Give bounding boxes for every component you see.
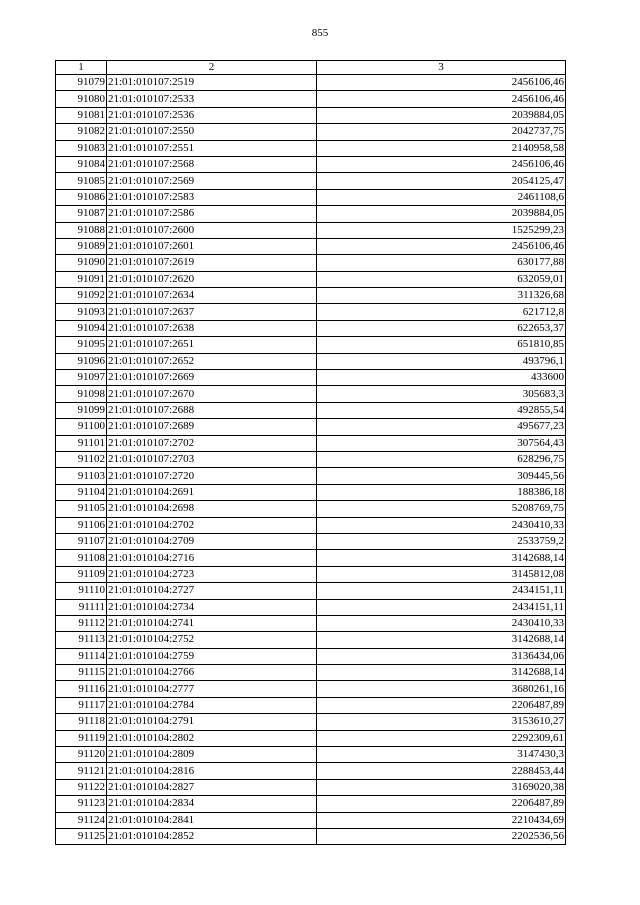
row-number: 91125 bbox=[56, 828, 107, 844]
row-number: 91079 bbox=[56, 75, 107, 91]
row-number: 91120 bbox=[56, 747, 107, 763]
cadastral-value: 5208769,75 bbox=[317, 501, 566, 517]
table-row bbox=[56, 222, 566, 238]
column-header-3: 3 bbox=[317, 61, 566, 75]
cadastral-number: 21:01:010104:2702 bbox=[107, 517, 317, 533]
table-row bbox=[56, 156, 566, 172]
table-row bbox=[56, 75, 566, 91]
cadastral-value: 3136434,06 bbox=[317, 648, 566, 664]
cadastral-number: 21:01:010107:2586 bbox=[107, 206, 317, 222]
table-row bbox=[56, 779, 566, 795]
table-row bbox=[56, 468, 566, 484]
row-number: 91090 bbox=[56, 255, 107, 271]
cadastral-number: 21:01:010107:2670 bbox=[107, 386, 317, 402]
table-row bbox=[56, 533, 566, 549]
cadastral-value: 622653,37 bbox=[317, 320, 566, 336]
cadastral-value: 2456106,46 bbox=[317, 156, 566, 172]
table-header-row bbox=[56, 61, 566, 75]
cadastral-value: 2140958,58 bbox=[317, 140, 566, 156]
row-number: 91117 bbox=[56, 697, 107, 713]
cadastral-number: 21:01:010107:2634 bbox=[107, 288, 317, 304]
cadastral-value: 3142688,14 bbox=[317, 665, 566, 681]
row-number: 91084 bbox=[56, 156, 107, 172]
cadastral-number: 21:01:010107:2569 bbox=[107, 173, 317, 189]
table-row bbox=[56, 189, 566, 205]
cadastral-value: 2456106,46 bbox=[317, 91, 566, 107]
table-row bbox=[56, 681, 566, 697]
table-row bbox=[56, 386, 566, 402]
cadastral-number: 21:01:010104:2698 bbox=[107, 501, 317, 517]
cadastral-value: 433600 bbox=[317, 370, 566, 386]
cadastral-number: 21:01:010107:2669 bbox=[107, 370, 317, 386]
table-row bbox=[56, 304, 566, 320]
cadastral-value: 305683,3 bbox=[317, 386, 566, 402]
row-number: 91103 bbox=[56, 468, 107, 484]
row-number: 91100 bbox=[56, 419, 107, 435]
cadastral-number: 21:01:010104:2827 bbox=[107, 779, 317, 795]
cadastral-value: 493796,1 bbox=[317, 353, 566, 369]
table-row bbox=[56, 435, 566, 451]
row-number: 91099 bbox=[56, 402, 107, 418]
cadastral-number: 21:01:010107:2601 bbox=[107, 238, 317, 254]
cadastral-number: 21:01:010104:2784 bbox=[107, 697, 317, 713]
cadastral-value: 311326,68 bbox=[317, 288, 566, 304]
row-number: 91119 bbox=[56, 730, 107, 746]
table-row bbox=[56, 288, 566, 304]
table-row bbox=[56, 419, 566, 435]
row-number: 91081 bbox=[56, 107, 107, 123]
cadastral-number: 21:01:010104:2723 bbox=[107, 566, 317, 582]
cadastral-value: 2210434,69 bbox=[317, 812, 566, 828]
row-number: 91109 bbox=[56, 566, 107, 582]
table-row bbox=[56, 697, 566, 713]
table-row bbox=[56, 615, 566, 631]
row-number: 91112 bbox=[56, 615, 107, 631]
cadastral-value: 2533759,2 bbox=[317, 533, 566, 549]
cadastral-number: 21:01:010104:2734 bbox=[107, 599, 317, 615]
cadastral-number: 21:01:010104:2816 bbox=[107, 763, 317, 779]
table-row bbox=[56, 566, 566, 582]
row-number: 91104 bbox=[56, 484, 107, 500]
table-row bbox=[56, 402, 566, 418]
cadastral-number: 21:01:010104:2727 bbox=[107, 583, 317, 599]
cadastral-value: 3142688,14 bbox=[317, 632, 566, 648]
table-row bbox=[56, 484, 566, 500]
table-row bbox=[56, 796, 566, 812]
table-row bbox=[56, 124, 566, 140]
cadastral-value: 2206487,89 bbox=[317, 796, 566, 812]
cadastral-number: 21:01:010104:2777 bbox=[107, 681, 317, 697]
cadastral-number: 21:01:010107:2519 bbox=[107, 75, 317, 91]
cadastral-value: 3147430,3 bbox=[317, 747, 566, 763]
row-number: 91114 bbox=[56, 648, 107, 664]
table-row bbox=[56, 271, 566, 287]
row-number: 91096 bbox=[56, 353, 107, 369]
cadastral-value: 651810,85 bbox=[317, 337, 566, 353]
cadastral-value: 2461108,6 bbox=[317, 189, 566, 205]
cadastral-number: 21:01:010104:2691 bbox=[107, 484, 317, 500]
cadastral-number: 21:01:010104:2852 bbox=[107, 828, 317, 844]
column-header-2: 2 bbox=[107, 61, 317, 75]
cadastral-value: 3680261,16 bbox=[317, 681, 566, 697]
table-row bbox=[56, 550, 566, 566]
cadastral-number: 21:01:010107:2689 bbox=[107, 419, 317, 435]
cadastral-number: 21:01:010107:2702 bbox=[107, 435, 317, 451]
cadastral-value: 2434151,11 bbox=[317, 599, 566, 615]
table-row bbox=[56, 517, 566, 533]
table-row bbox=[56, 107, 566, 123]
table-row bbox=[56, 747, 566, 763]
cadastral-number: 21:01:010107:2568 bbox=[107, 156, 317, 172]
cadastral-value: 2456106,46 bbox=[317, 238, 566, 254]
row-number: 91105 bbox=[56, 501, 107, 517]
cadastral-value: 495677,23 bbox=[317, 419, 566, 435]
cadastral-number: 21:01:010107:2720 bbox=[107, 468, 317, 484]
row-number: 91092 bbox=[56, 288, 107, 304]
row-number: 91115 bbox=[56, 665, 107, 681]
cadastral-value: 3169020,38 bbox=[317, 779, 566, 795]
cadastral-value: 2434151,11 bbox=[317, 583, 566, 599]
page-number: 855 bbox=[311, 27, 329, 39]
cadastral-value: 492855,54 bbox=[317, 402, 566, 418]
cadastral-number: 21:01:010107:2533 bbox=[107, 91, 317, 107]
row-number: 91116 bbox=[56, 681, 107, 697]
row-number: 91113 bbox=[56, 632, 107, 648]
cadastral-value: 2288453,44 bbox=[317, 763, 566, 779]
row-number: 91093 bbox=[56, 304, 107, 320]
cadastral-number: 21:01:010104:2741 bbox=[107, 615, 317, 631]
table-row bbox=[56, 583, 566, 599]
row-number: 91097 bbox=[56, 370, 107, 386]
row-number: 91098 bbox=[56, 386, 107, 402]
cadastral-number: 21:01:010104:2709 bbox=[107, 533, 317, 549]
table-row bbox=[56, 173, 566, 189]
cadastral-number: 21:01:010104:2766 bbox=[107, 665, 317, 681]
table-row bbox=[56, 320, 566, 336]
cadastral-number: 21:01:010107:2703 bbox=[107, 451, 317, 467]
cadastral-number: 21:01:010107:2620 bbox=[107, 271, 317, 287]
table-row bbox=[56, 140, 566, 156]
cadastral-number: 21:01:010107:2652 bbox=[107, 353, 317, 369]
cadastral-number: 21:01:010104:2752 bbox=[107, 632, 317, 648]
cadastral-value: 632059,01 bbox=[317, 271, 566, 287]
table-row bbox=[56, 451, 566, 467]
table-row bbox=[56, 337, 566, 353]
row-number: 91089 bbox=[56, 238, 107, 254]
row-number: 91088 bbox=[56, 222, 107, 238]
cadastral-number: 21:01:010104:2834 bbox=[107, 796, 317, 812]
row-number: 91121 bbox=[56, 763, 107, 779]
table-row bbox=[56, 238, 566, 254]
cadastral-value: 2430410,33 bbox=[317, 615, 566, 631]
row-number: 91094 bbox=[56, 320, 107, 336]
cadastral-value: 2292309,61 bbox=[317, 730, 566, 746]
cadastral-value: 307564,43 bbox=[317, 435, 566, 451]
cadastral-value: 630177,88 bbox=[317, 255, 566, 271]
table-row bbox=[56, 370, 566, 386]
table-row bbox=[56, 599, 566, 615]
cadastral-value: 2054125,47 bbox=[317, 173, 566, 189]
row-number: 91124 bbox=[56, 812, 107, 828]
cadastral-number: 21:01:010104:2809 bbox=[107, 747, 317, 763]
cadastral-value: 2042737,75 bbox=[317, 124, 566, 140]
cadastral-number: 21:01:010107:2550 bbox=[107, 124, 317, 140]
row-number: 91106 bbox=[56, 517, 107, 533]
cadastral-number: 21:01:010107:2551 bbox=[107, 140, 317, 156]
cadastral-number: 21:01:010107:2637 bbox=[107, 304, 317, 320]
row-number: 91080 bbox=[56, 91, 107, 107]
row-number: 91101 bbox=[56, 435, 107, 451]
row-number: 91110 bbox=[56, 583, 107, 599]
table-row bbox=[56, 763, 566, 779]
cadastral-table bbox=[55, 60, 566, 845]
table-row bbox=[56, 632, 566, 648]
cadastral-number: 21:01:010107:2536 bbox=[107, 107, 317, 123]
cadastral-number: 21:01:010107:2619 bbox=[107, 255, 317, 271]
cadastral-number: 21:01:010104:2759 bbox=[107, 648, 317, 664]
table-row bbox=[56, 648, 566, 664]
cadastral-number: 21:01:010104:2791 bbox=[107, 714, 317, 730]
cadastral-value: 3142688,14 bbox=[317, 550, 566, 566]
cadastral-value: 3145812,08 bbox=[317, 566, 566, 582]
cadastral-value: 1525299,23 bbox=[317, 222, 566, 238]
table-row bbox=[56, 501, 566, 517]
row-number: 91091 bbox=[56, 271, 107, 287]
table-row bbox=[56, 812, 566, 828]
row-number: 91086 bbox=[56, 189, 107, 205]
cadastral-number: 21:01:010104:2802 bbox=[107, 730, 317, 746]
column-header-1: 1 bbox=[56, 61, 107, 75]
table-row bbox=[56, 353, 566, 369]
row-number: 91111 bbox=[56, 599, 107, 615]
row-number: 91122 bbox=[56, 779, 107, 795]
cadastral-number: 21:01:010104:2716 bbox=[107, 550, 317, 566]
cadastral-value: 2202536,56 bbox=[317, 828, 566, 844]
row-number: 91082 bbox=[56, 124, 107, 140]
cadastral-number: 21:01:010107:2638 bbox=[107, 320, 317, 336]
table-row bbox=[56, 91, 566, 107]
row-number: 91085 bbox=[56, 173, 107, 189]
table-row bbox=[56, 730, 566, 746]
cadastral-value: 628296,75 bbox=[317, 451, 566, 467]
cadastral-value: 3153610,27 bbox=[317, 714, 566, 730]
cadastral-number: 21:01:010107:2651 bbox=[107, 337, 317, 353]
cadastral-value: 2206487,89 bbox=[317, 697, 566, 713]
table-row bbox=[56, 255, 566, 271]
cadastral-value: 188386,18 bbox=[317, 484, 566, 500]
row-number: 91087 bbox=[56, 206, 107, 222]
row-number: 91123 bbox=[56, 796, 107, 812]
table-row bbox=[56, 206, 566, 222]
cadastral-value: 2039884,05 bbox=[317, 206, 566, 222]
cadastral-value: 2456106,46 bbox=[317, 75, 566, 91]
cadastral-value: 2039884,05 bbox=[317, 107, 566, 123]
cadastral-number: 21:01:010107:2583 bbox=[107, 189, 317, 205]
table-row bbox=[56, 828, 566, 844]
row-number: 91095 bbox=[56, 337, 107, 353]
cadastral-number: 21:01:010107:2688 bbox=[107, 402, 317, 418]
cadastral-number: 21:01:010104:2841 bbox=[107, 812, 317, 828]
table-row bbox=[56, 714, 566, 730]
row-number: 91107 bbox=[56, 533, 107, 549]
row-number: 91108 bbox=[56, 550, 107, 566]
row-number: 91083 bbox=[56, 140, 107, 156]
cadastral-value: 2430410,33 bbox=[317, 517, 566, 533]
row-number: 91102 bbox=[56, 451, 107, 467]
cadastral-value: 309445,56 bbox=[317, 468, 566, 484]
cadastral-number: 21:01:010107:2600 bbox=[107, 222, 317, 238]
row-number: 91118 bbox=[56, 714, 107, 730]
cadastral-value: 621712,8 bbox=[317, 304, 566, 320]
table-row bbox=[56, 665, 566, 681]
